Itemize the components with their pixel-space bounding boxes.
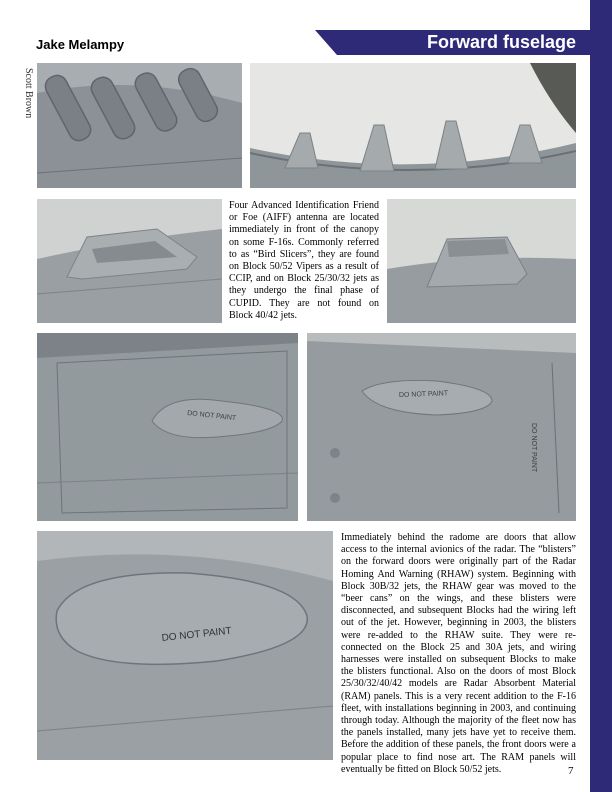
- rhaw-caption: Immediately behind the radome are doors that allow access to the internal avionics of the radar. The “blisters” on the forward doors were originally part of the Radar Homing And Warning (RHAW) system. Beginning with Block 30B/32 jets, the RHAW gear was moved to the “beer cans” on the wings, and these blisters were disconnected, and subsequent Blocks had the wiring left out of the jet. However, beginning in 2003, the blisters were re-added to the RHAW suite. They were re-connected on the Block 25 and 30A jets, and wiring harnesses were installed on subsequent Blocks to make the blisters functional. Also on the doors of most Block 25/30/32/40/42 models are Radar Absorbent Material (RAM) panels. This is a very recent addition to the F-16 fleet, with installations beginning in 2003, and continuing through today. Although the majority of the fleet now has the panels installed, many jets have yet to receive them. Before the addition of these panels, the front doors were a popular place to find nose art. The RAM panels will eventually be fitted on Block 50/52 jets.: [341, 532, 576, 775]
- stencil-small-right: DO NOT PAINT: [398, 390, 449, 399]
- photo-credit: Scott Brown: [23, 68, 34, 119]
- author-name: Jake Melampy: [36, 37, 125, 52]
- photo-aiff-side-left: [37, 199, 222, 323]
- stencil-large: DO NOT PAINT: [161, 625, 233, 644]
- photo-aiff-top-left: [37, 63, 242, 188]
- page-number: 7: [568, 765, 574, 777]
- photo-blister-closeup: [37, 531, 333, 760]
- aiff-caption: Four Advanced Identification Friend or Foe (AIFF) antenna are located immediately in front of the canopy on some F-16s. Commonly referred to as “Bird Slicers”, they are found on Block 50/52 Vipers as a result of CCIP, and on Block 25/30/32 jets as they undergo the final phase of CUPID. They are not found on Block 40/42 jets.: [229, 200, 379, 321]
- photo-aiff-side-right: [387, 199, 576, 323]
- section-title: Forward fuselage: [426, 32, 576, 52]
- photo-door-blister-right: [307, 333, 576, 521]
- photo-door-blister-left: [37, 333, 298, 521]
- stencil-panel-edge: DO NOT PAINT: [530, 423, 537, 473]
- photo-aiff-top-right: [250, 63, 576, 188]
- stencil-small-left: DO NOT PAINT: [186, 410, 237, 423]
